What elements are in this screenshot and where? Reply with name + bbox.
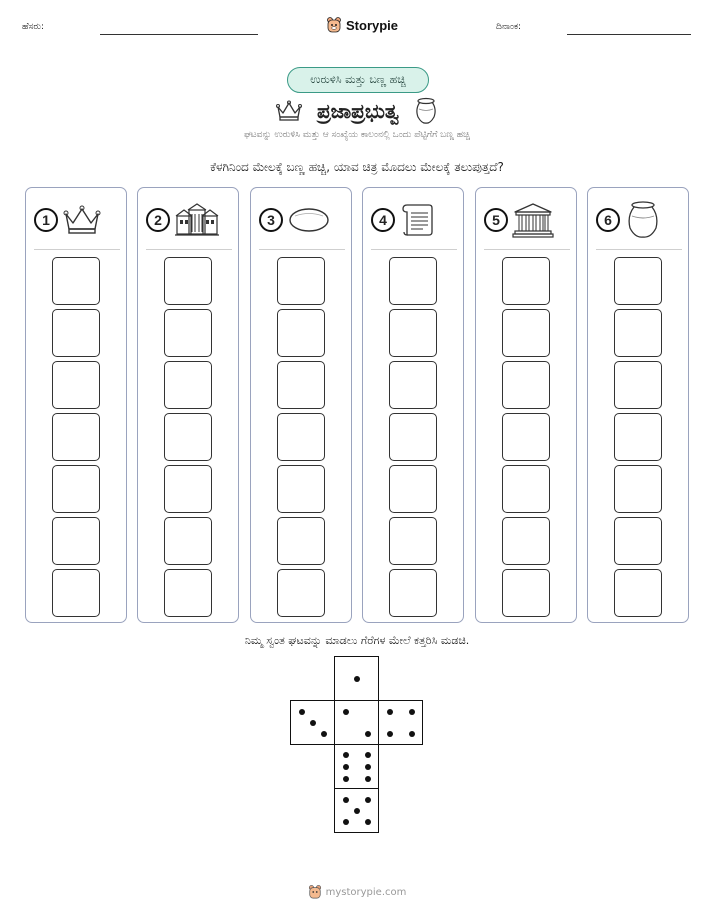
column-3	[250, 187, 352, 623]
brand-logo	[326, 16, 398, 34]
column-number: 2	[146, 208, 170, 232]
color-box[interactable]	[389, 361, 437, 409]
color-box[interactable]	[52, 465, 100, 513]
page-title: ಪ್ರಜಾಪ್ರಭುತ್ವ	[316, 99, 400, 123]
city-buildings-icon	[174, 202, 220, 238]
color-box[interactable]	[277, 309, 325, 357]
dice-pip	[365, 764, 371, 770]
color-box[interactable]	[614, 517, 662, 565]
dice-pip	[299, 709, 305, 715]
color-box[interactable]	[502, 309, 550, 357]
column-header	[484, 200, 570, 240]
color-box[interactable]	[389, 257, 437, 305]
color-box[interactable]	[502, 257, 550, 305]
government-building-icon	[512, 201, 554, 239]
color-box[interactable]	[389, 465, 437, 513]
dice-instruction: ನಿಮ್ಮ ಸ್ವಂತ ಘಟವನ್ನು ಮಾಡಲು ಗೆರೆಗಳ ಮೇಲೆ ಕತ್ತರಿಸಿ ಮಡಚಿ.	[244, 634, 470, 647]
color-box[interactable]	[614, 361, 662, 409]
date-label: ದಿನಾಂಕ:	[496, 22, 522, 32]
column-divider	[34, 249, 120, 250]
crown-icon	[275, 100, 303, 122]
column-divider	[259, 249, 345, 250]
dice-pip	[387, 709, 393, 715]
color-box[interactable]	[52, 569, 100, 617]
color-box[interactable]	[502, 569, 550, 617]
color-box[interactable]	[52, 361, 100, 409]
column-header	[371, 200, 457, 240]
dice-pip	[321, 731, 327, 737]
coin-icon	[287, 206, 331, 234]
column-5	[475, 187, 577, 623]
name-line	[100, 34, 258, 35]
dice-pip	[409, 709, 415, 715]
pot-icon	[624, 200, 662, 240]
column-divider	[596, 249, 682, 250]
color-box[interactable]	[277, 257, 325, 305]
color-box[interactable]	[277, 517, 325, 565]
color-box[interactable]	[164, 413, 212, 461]
column-1	[25, 187, 127, 623]
column-header	[34, 200, 120, 240]
color-box[interactable]	[52, 517, 100, 565]
color-box[interactable]	[389, 517, 437, 565]
column-number: 4	[371, 208, 395, 232]
dice-pip	[409, 731, 415, 737]
color-box[interactable]	[389, 413, 437, 461]
crown-icon	[62, 204, 102, 236]
column-number: 6	[596, 208, 620, 232]
column-header	[259, 200, 345, 240]
dice-face-4	[378, 700, 423, 745]
dice-pip	[343, 819, 349, 825]
color-box[interactable]	[614, 465, 662, 513]
color-box[interactable]	[614, 257, 662, 305]
color-box[interactable]	[277, 465, 325, 513]
date-line	[567, 34, 691, 35]
color-box[interactable]	[164, 517, 212, 565]
brand-name: Storypie	[346, 17, 399, 33]
color-box[interactable]	[277, 569, 325, 617]
column-number: 1	[34, 208, 58, 232]
dice-pip	[343, 709, 349, 715]
activity-pill: ಉರುಳಿಸಿ ಮತ್ತು ಬಣ್ಣ ಹಚ್ಚಿ	[287, 67, 429, 93]
dice-pip	[310, 720, 316, 726]
name-label: ಹೆಸರು:	[22, 22, 45, 32]
dice-face-6	[334, 744, 379, 789]
color-box[interactable]	[164, 309, 212, 357]
pot-icon	[413, 97, 439, 125]
dice-pip	[354, 808, 360, 814]
question-text: ಕೆಳಗಿನಿಂದ ಮೇಲಕ್ಕೆ ಬಣ್ಣ ಹಚ್ಚಿ, ಯಾವ ಚಿತ್ರ ಮೊದಲು ಮೇಲಕ್ಕೆ ತಲುಪುತ್ತದೆ?	[210, 160, 504, 174]
footer	[0, 884, 714, 900]
dice-pip	[365, 731, 371, 737]
dice-pip	[387, 731, 393, 737]
dice-pip	[343, 776, 349, 782]
dice-face-5	[334, 788, 379, 833]
color-box[interactable]	[502, 413, 550, 461]
footer-url[interactable]: mystorypie.com	[325, 886, 407, 898]
dice-face-3	[290, 700, 335, 745]
dice-pip	[343, 764, 349, 770]
dice-pip	[365, 752, 371, 758]
color-box[interactable]	[277, 413, 325, 461]
column-6	[587, 187, 689, 623]
column-divider	[484, 249, 570, 250]
color-box[interactable]	[164, 569, 212, 617]
dice-face-2	[334, 700, 379, 745]
title-row	[0, 94, 714, 128]
column-divider	[371, 249, 457, 250]
column-2	[137, 187, 239, 623]
subtitle: ಘಟವನ್ನು ಉರುಳಿಸಿ ಮತ್ತು ಆ ಸಂಖ್ಯೆಯ ಕಾಲಂನಲ್ಲಿ ಒಂದು ಪೆಟ್ಟಿಗೆಗೆ ಬಣ್ಣ ಹಚ್ಚಿ	[244, 130, 470, 140]
color-box[interactable]	[389, 569, 437, 617]
color-box[interactable]	[614, 413, 662, 461]
column-header	[146, 200, 232, 240]
color-box[interactable]	[52, 413, 100, 461]
dice-face-1	[334, 656, 379, 701]
color-box[interactable]	[502, 361, 550, 409]
color-box[interactable]	[52, 309, 100, 357]
color-box[interactable]	[502, 465, 550, 513]
dice-pip	[365, 776, 371, 782]
worksheet-header	[0, 16, 714, 42]
storypie-mascot-icon	[308, 884, 322, 900]
color-box[interactable]	[52, 257, 100, 305]
color-box[interactable]	[502, 517, 550, 565]
color-box[interactable]	[614, 569, 662, 617]
color-box[interactable]	[277, 361, 325, 409]
dice-pip	[343, 797, 349, 803]
column-number: 5	[484, 208, 508, 232]
column-4	[362, 187, 464, 623]
column-number: 3	[259, 208, 283, 232]
color-box[interactable]	[164, 257, 212, 305]
column-divider	[146, 249, 232, 250]
color-box[interactable]	[389, 309, 437, 357]
storypie-mascot-icon	[326, 16, 342, 34]
dice-pip	[354, 676, 360, 682]
color-box[interactable]	[164, 465, 212, 513]
dice-pip	[365, 819, 371, 825]
scroll-icon	[399, 201, 435, 239]
color-box[interactable]	[614, 309, 662, 357]
color-box[interactable]	[164, 361, 212, 409]
column-header	[596, 200, 682, 240]
dice-pip	[365, 797, 371, 803]
dice-pip	[343, 752, 349, 758]
